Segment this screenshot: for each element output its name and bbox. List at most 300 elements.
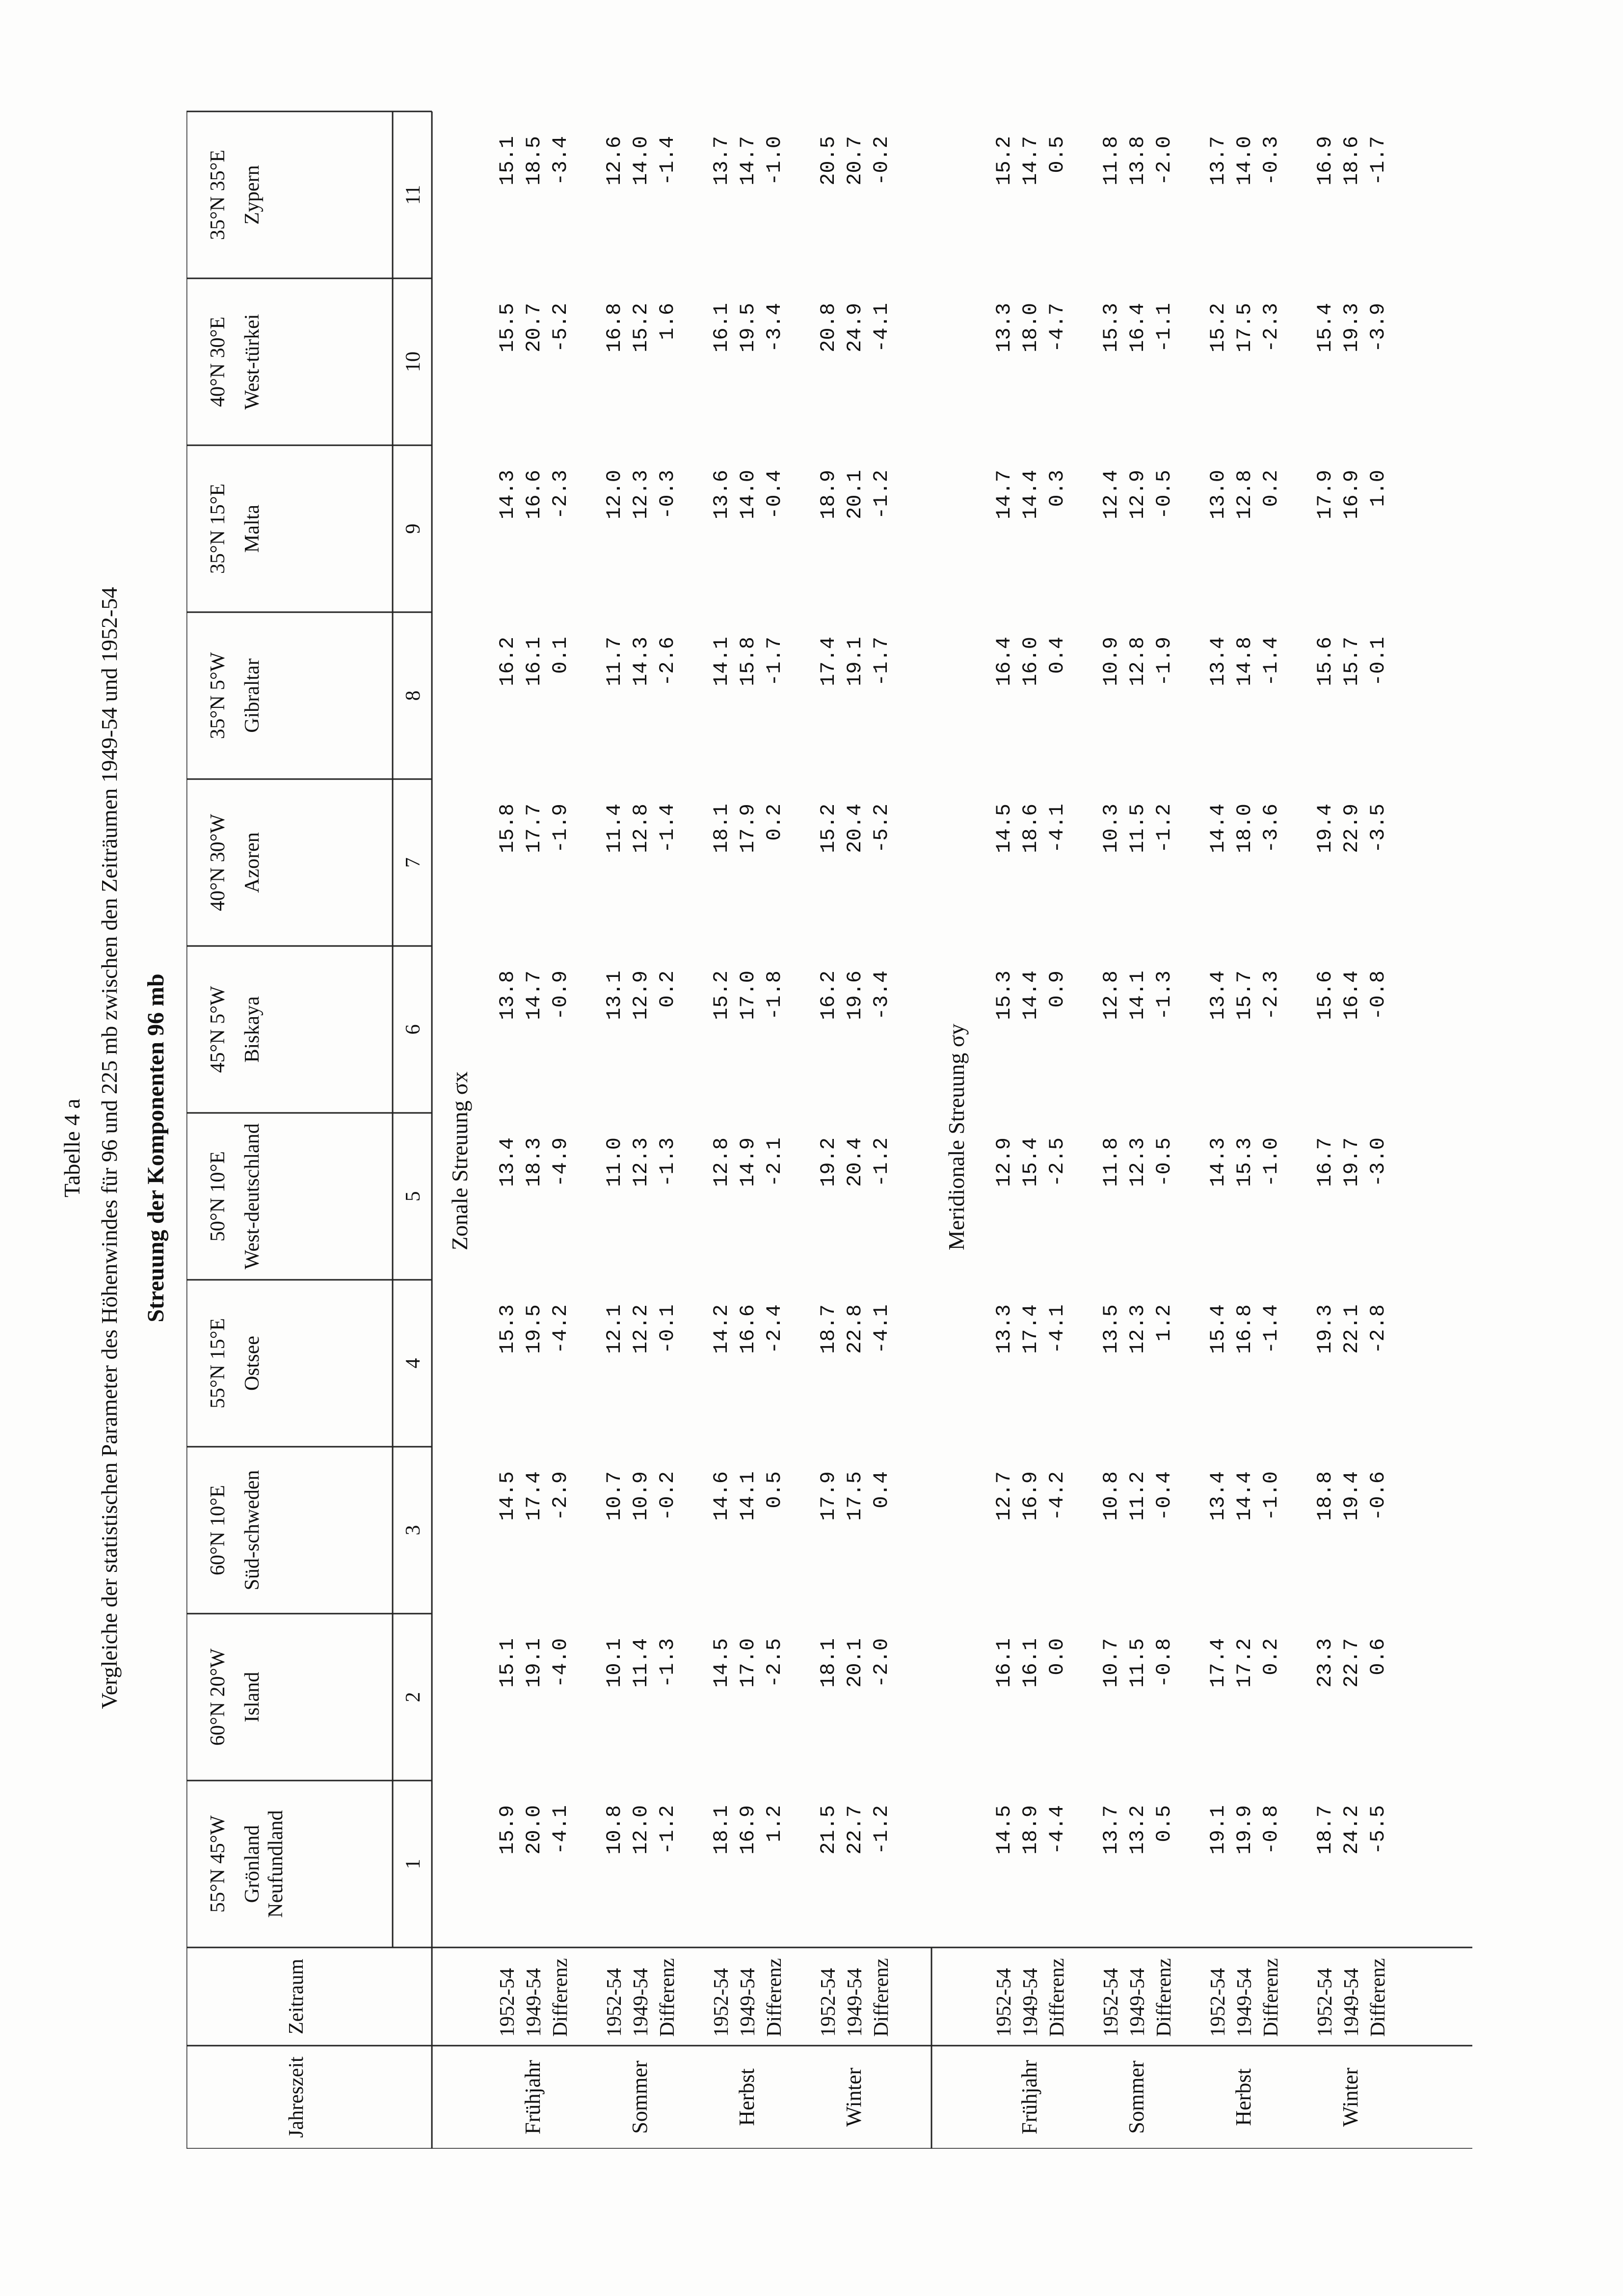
station-name: West-türkei [241,314,264,410]
table-cell: 16.8 [1233,1304,1256,1354]
table-cell: -0.5 [1152,1137,1176,1187]
table-cell: -5.5 [1366,1805,1390,1855]
station-number: 10 [402,351,425,372]
table-cell: 14.5 [710,1638,733,1688]
season-label: Winter [1338,2067,1362,2127]
table-cell: 19.2 [817,1137,840,1187]
table-cell: -1.4 [1259,637,1283,686]
station-coord: 55°N 15°E [207,1318,229,1409]
table-cell: 10.1 [603,1638,626,1688]
table-cell: -2.1 [763,1137,786,1187]
table-cell: -1.2 [656,1805,679,1855]
table-cell: 1.6 [656,303,679,340]
table-cell: 10.8 [603,1805,626,1855]
table-cell: 12.3 [1126,1304,1149,1354]
table-cell: -0.2 [656,1471,679,1521]
table-cell: 19.7 [1340,1137,1363,1187]
season-label: Herbst [1231,2068,1255,2126]
table-cell: 22.9 [1340,804,1363,853]
station-number: 2 [402,1692,425,1702]
table-cell: 16.0 [1019,637,1042,686]
table-cell: 18.9 [817,470,840,519]
table-cell: 15.7 [1340,637,1363,686]
station-name: Grönland Neufundland [241,1810,288,1918]
table-cell: -4.1 [1045,1304,1069,1354]
table-cell: -4.0 [549,1638,572,1688]
table-cell: 0.9 [1045,971,1069,1008]
table-cell: 16.1 [1019,1638,1042,1688]
table-cell: 0.2 [1259,1638,1283,1675]
period-label: 1952-54 [496,1968,519,2037]
table-cell: -0.5 [1152,470,1176,519]
period-label: Differenz [549,1958,572,2037]
section-label: Zonale Streuung σx [447,1071,472,1250]
table-cell: 20.7 [843,136,867,186]
table-cell: 16.9 [1019,1471,1042,1521]
table-cell: -4.1 [1045,804,1069,853]
table-cell: -5.2 [870,804,893,853]
table-cell: 13.4 [1206,971,1230,1020]
table-cell: 0.6 [1366,1638,1390,1675]
table-cell: 0.1 [549,637,572,674]
season-label: Frühjahr [1017,2060,1041,2134]
table-cell: -1.7 [870,637,893,686]
table-cell: 18.9 [1019,1805,1042,1855]
table-cell: -4.2 [549,1304,572,1354]
table-cell: 11.4 [629,1638,653,1688]
table-cell: 14.3 [496,470,519,519]
table-cell: -2.3 [1259,971,1283,1020]
table-cell: 20.4 [843,804,867,853]
table-cell: 18.0 [1019,303,1042,352]
table-cell: 15.4 [1206,1304,1230,1354]
station-number: 8 [402,690,425,701]
period-label: Differenz [1367,1958,1389,2037]
table-cell: 11.5 [1126,804,1149,853]
station-name: Zypern [241,165,264,225]
table-cell: 0.3 [1045,470,1069,507]
table-cell: 17.4 [522,1471,546,1521]
table-cell: -1.3 [656,1137,679,1187]
table-cell: 13.0 [1206,470,1230,519]
table-cell: 18.1 [817,1638,840,1688]
table-cell: 20.5 [817,136,840,186]
period-label: 1952-54 [1207,1968,1229,2037]
period-label: 1952-54 [1314,1968,1336,2037]
table-cell: 16.1 [992,1638,1016,1688]
table-cell: 15.2 [710,971,733,1020]
table-cell: 15.5 [496,303,519,352]
table-cell: -1.0 [1259,1137,1283,1187]
table-cell: 17.9 [736,804,760,853]
table-cell: 20.7 [522,303,546,352]
table-cell: 14.0 [629,136,653,186]
table-cell: 14.3 [1206,1137,1230,1187]
period-label: 1949-54 [844,1968,866,2037]
table-cell: -1.4 [656,136,679,186]
table-cell: 18.1 [710,1805,733,1855]
table-cell: -2.5 [763,1638,786,1688]
station-coord: 55°N 45°W [207,1815,229,1913]
table-cell: 11.0 [603,1137,626,1187]
period-label: 1949-54 [1233,1968,1256,2037]
period-label: Differenz [656,1958,679,2037]
table-cell: 15.2 [629,303,653,352]
table-cell: 19.3 [1340,303,1363,352]
table-cell: 15.8 [496,804,519,853]
table-cell: -3.5 [1366,804,1390,853]
table-cell: 0.0 [1045,1638,1069,1675]
period-label: Differenz [763,1958,786,2037]
table-cell: 17.5 [843,1471,867,1521]
table-cell: -2.3 [549,470,572,519]
table-cell: 14.1 [1126,971,1149,1020]
table-cell: 15.1 [496,136,519,186]
station-number: 11 [402,185,425,205]
table-cell: 16.2 [817,971,840,1020]
table-cell: -0.2 [870,136,893,186]
table-cell: 14.8 [1233,637,1256,686]
table-cell: -4.4 [1045,1805,1069,1855]
table-cell: -4.2 [1045,1471,1069,1521]
table-cell: 21.5 [817,1805,840,1855]
table-cell: 13.1 [603,971,626,1020]
table-cell: 12.8 [1233,470,1256,519]
station-coord: 35°N 5°W [207,652,229,739]
table-cell: 0.4 [870,1471,893,1509]
station-number: 4 [402,1358,425,1369]
table-cell: -1.7 [763,637,786,686]
station-coord: 40°N 30°W [207,813,229,912]
table-cell: -0.3 [1259,136,1283,186]
table-cell: 17.4 [1206,1638,1230,1688]
period-label: Differenz [1153,1958,1175,2037]
table-cell: 13.4 [496,1137,519,1187]
table-cell: 14.2 [710,1304,733,1354]
table-cell: -1.2 [1152,804,1176,853]
table-cell: -5.2 [549,303,572,352]
period-label: 1949-54 [737,1968,759,2037]
table-cell: -2.4 [763,1304,786,1354]
table-cell: 14.4 [1019,470,1042,519]
period-label: 1952-54 [603,1968,626,2037]
table-cell: 16.9 [1340,470,1363,519]
table-cell: 13.8 [496,971,519,1020]
period-label: 1952-54 [993,1968,1015,2037]
table-cell: 22.1 [1340,1304,1363,1354]
table-cell: 14.7 [992,470,1016,519]
station-number: 5 [402,1191,425,1202]
table-cell: -2.0 [1152,136,1176,186]
table-cell: -0.1 [656,1304,679,1354]
table-cell: 16.1 [710,303,733,352]
table-subtitle: Vergleiche der statistischen Parameter des Höhenwindes für 96 und 225 mb zwischen den Zeiträumen 1949-54 und 1952-54 [97,587,122,1709]
table-cell: 17.2 [1233,1638,1256,1688]
table-cell: -4.1 [549,1805,572,1855]
table-cell: 19.6 [843,971,867,1020]
table-cell: 24.2 [1340,1805,1363,1855]
station-number: 6 [402,1024,425,1035]
table-cell: 14.6 [710,1471,733,1521]
table-cell: 18.7 [817,1304,840,1354]
table-cell: 16.8 [603,303,626,352]
table-cell: 24.9 [843,303,867,352]
table-cell: 12.0 [629,1805,653,1855]
table-cell: 1.2 [1152,1304,1176,1342]
table-cell: -1.7 [1366,136,1390,186]
table-cell: 13.3 [992,1304,1016,1354]
table-cell: -0.8 [1259,1805,1283,1855]
table-cell: 18.6 [1340,136,1363,186]
table-cell: -1.2 [870,1137,893,1187]
table-cell: -4.7 [1045,303,1069,352]
table-cell: 11.5 [1126,1638,1149,1688]
table-cell: -3.4 [763,303,786,352]
table-cell: -0.1 [1366,637,1390,686]
table-cell: -1.9 [1152,637,1176,686]
table-cell: 17.5 [1233,303,1256,352]
station-name: Süd-schweden [241,1470,264,1591]
period-label: 1949-54 [630,1968,652,2037]
table-cell: 12.9 [629,971,653,1020]
table-cell: 16.6 [736,1304,760,1354]
table-cell: 15.2 [992,136,1016,186]
table-cell: 11.7 [603,637,626,686]
table-cell: -2.0 [870,1638,893,1688]
table-cell: 16.6 [522,470,546,519]
table-cell: 12.3 [1126,1137,1149,1187]
table-cell: 15.8 [736,637,760,686]
station-coord: 35°N 35°E [207,149,229,241]
table-cell: -3.6 [1259,804,1283,853]
table-cell: 17.4 [1019,1304,1042,1354]
table-cell: -2.9 [549,1471,572,1521]
table-cell: 15.2 [1206,303,1230,352]
table-cell: 20.0 [522,1805,546,1855]
table-cell: 14.1 [710,637,733,686]
table-cell: 12.8 [710,1137,733,1187]
table-cell: 13.7 [1206,136,1230,186]
table-cell: 16.2 [496,637,519,686]
station-number: 1 [402,1859,425,1869]
table-cell: 10.9 [629,1471,653,1521]
table-cell: 19.5 [522,1304,546,1354]
table-cell: 20.1 [843,470,867,519]
table-cell: -4.9 [549,1137,572,1187]
table-cell: 0.4 [1045,637,1069,674]
table-cell: 19.1 [522,1638,546,1688]
table-cell: -3.0 [1366,1137,1390,1187]
table-cell: 20.1 [843,1638,867,1688]
table-cell: -1.0 [763,136,786,186]
table-cell: 17.9 [1313,470,1337,519]
table-cell: 13.4 [1206,637,1230,686]
season-label: Sommer [628,2060,652,2134]
table-cell: -2.5 [1045,1137,1069,1187]
table-cell: 13.5 [1099,1304,1123,1354]
table-cell: -3.4 [870,971,893,1020]
table-cell: 0.5 [1152,1805,1176,1842]
table-cell: 13.7 [710,136,733,186]
table-cell: 16.9 [1313,136,1337,186]
table-cell: 14.3 [629,637,653,686]
table-cell: 17.0 [736,971,760,1020]
table-cell: -0.4 [763,470,786,519]
table-cell: 13.2 [1126,1805,1149,1855]
table-cell: -1.3 [656,1638,679,1688]
section-label: Meridionale Streuung σy [944,1024,969,1250]
table-heading: Streuung der Komponenten 96 mb [143,973,169,1323]
table-cell: 14.5 [992,1805,1016,1855]
station-coord: 50°N 10°E [207,1151,229,1242]
table-cell: 10.8 [1099,1471,1123,1521]
table-cell: 14.5 [496,1471,519,1521]
table-cell: 13.6 [710,470,733,519]
table-cell: 11.4 [603,804,626,853]
table-cell: 15.3 [992,971,1016,1020]
period-label: 1949-54 [1126,1968,1149,2037]
table-cell: 0.2 [763,804,786,841]
table-cell: 19.9 [1233,1805,1256,1855]
table-cell: 15.3 [1099,303,1123,352]
table-cell: 18.3 [522,1137,546,1187]
table-cell: -4.1 [870,303,893,352]
table-cell: 19.1 [843,637,867,686]
station-name: Island [241,1672,264,1723]
table-cell: 17.0 [736,1638,760,1688]
table-cell: 12.9 [1126,470,1149,519]
season-label: Winter [842,2067,866,2127]
table-cell: 14.0 [1233,136,1256,186]
table-cell: 16.4 [1340,971,1363,1020]
period-label: 1952-54 [710,1968,733,2037]
table-title: Tabelle 4 a [59,1098,84,1198]
table-cell: 0.2 [1259,470,1283,507]
table-cell: -0.9 [549,971,572,1020]
station-number: 3 [402,1525,425,1536]
period-label: 1949-54 [1340,1968,1363,2037]
table-cell: 14.4 [1019,971,1042,1020]
table-cell: -4.1 [870,1304,893,1354]
table-cell: 11.8 [1099,136,1123,186]
table-cell: 14.0 [736,470,760,519]
table-cell: 12.0 [603,470,626,519]
table-cell: -1.9 [549,804,572,853]
table-cell: 0.5 [763,1471,786,1509]
table-cell: 16.1 [522,637,546,686]
table-cell: 11.2 [1126,1471,1149,1521]
table-cell: 1.2 [763,1805,786,1842]
table-cell: 17.4 [817,637,840,686]
table-cell: 19.4 [1313,804,1337,853]
station-name: Malta [241,505,264,553]
table-cell: -2.8 [1366,1304,1390,1354]
table-cell: 16.9 [736,1805,760,1855]
table-cell: 10.3 [1099,804,1123,853]
table-cell: 14.9 [736,1137,760,1187]
table-cell: 12.3 [629,1137,653,1187]
table-cell: 17.7 [522,804,546,853]
table-cell: 15.7 [1233,971,1256,1020]
table-cell: 13.3 [992,303,1016,352]
table-cell: -0.4 [1152,1471,1176,1521]
table-cell: 12.4 [1099,470,1123,519]
table-cell: 15.3 [496,1304,519,1354]
station-coord: 35°N 15°E [207,483,229,574]
table-cell: 15.2 [817,804,840,853]
table-cell: 19.4 [1340,1471,1363,1521]
period-label: 1949-54 [523,1968,545,2037]
header-period: Zeitraum [285,1959,308,2034]
table-cell: -1.1 [1152,303,1176,352]
station-name: Biskaya [241,996,264,1063]
table-cell: 12.9 [992,1137,1016,1187]
table-cell: 16.4 [992,637,1016,686]
table-cell: 13.8 [1126,136,1149,186]
table-cell: 19.5 [736,303,760,352]
data-table [186,0,1482,2149]
table-cell: 15.4 [1313,303,1337,352]
table-cell: -1.3 [1152,971,1176,1020]
table-cell: 18.6 [1019,804,1042,853]
season-label: Herbst [735,2068,759,2126]
season-label: Frühjahr [521,2060,545,2134]
station-number: 9 [402,523,425,534]
table-cell: 14.4 [1233,1471,1256,1521]
table-cell: 22.7 [1340,1638,1363,1688]
station-name: West-deutschland [241,1123,264,1270]
table-cell: 14.7 [736,136,760,186]
table-cell: -0.6 [1366,1471,1390,1521]
table-cell: 12.6 [603,136,626,186]
station-coord: 60°N 10°E [207,1485,229,1576]
table-cell: 14.1 [736,1471,760,1521]
table-cell: 18.8 [1313,1471,1337,1521]
station-coord: 60°N 20°W [207,1648,229,1746]
table-cell: -2.3 [1259,303,1283,352]
table-cell: 19.3 [1313,1304,1337,1354]
table-cell: 15.6 [1313,971,1337,1020]
station-coord: 40°N 30°E [207,316,229,407]
table-cell: 20.8 [817,303,840,352]
table-cell: 14.7 [1019,136,1042,186]
table-cell: 1.0 [1366,470,1390,507]
station-coord: 45°N 5°W [207,986,229,1073]
table-cell: 14.5 [992,804,1016,853]
table-cell: -2.6 [656,637,679,686]
table-cell: 12.8 [629,804,653,853]
table-cell: 22.7 [843,1805,867,1855]
table-cell: 16.7 [1313,1137,1337,1187]
table-cell: 15.4 [1019,1137,1042,1187]
period-label: 1952-54 [1100,1968,1122,2037]
table-cell: 22.8 [843,1304,867,1354]
table-cell: 14.7 [522,971,546,1020]
table-cell: 12.3 [629,470,653,519]
table-cell: 10.7 [603,1471,626,1521]
table-cell: 23.3 [1313,1638,1337,1688]
table-cell: -0.8 [1152,1638,1176,1688]
table-cell: 10.7 [1099,1638,1123,1688]
table-cell: 12.1 [603,1304,626,1354]
table-cell: -3.9 [1366,303,1390,352]
period-label: Differenz [870,1958,893,2037]
table-cell: 16.4 [1126,303,1149,352]
station-name: Gibraltar [241,658,264,733]
table-cell: 12.8 [1126,637,1149,686]
period-label: Differenz [1046,1958,1068,2037]
table-cell: 19.1 [1206,1805,1230,1855]
